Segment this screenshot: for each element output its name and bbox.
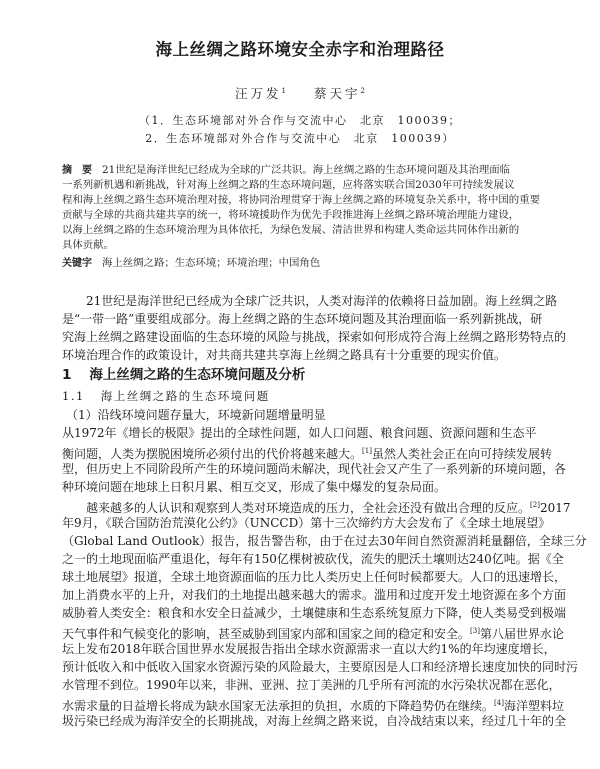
subsection-heading — [62, 388, 270, 404]
section-number: 1 — [62, 367, 72, 383]
section-heading — [62, 363, 305, 383]
subsection-title: 海上丝绸之路的生态环境问题 — [100, 389, 270, 403]
citation: [2] — [530, 501, 540, 509]
body-line: 型，但历史上不同阶段所产生的环境问题尚未解决，现代社会又产生了一系列新的环境问题，各 — [62, 462, 567, 476]
abstract-line: 一系列新机遇和新挑战，针对海上丝绸之路的生态环境问题，应将落实联合国2030年可持续发展议 — [62, 179, 515, 191]
affiliation: （1．生态环境部对外合作与交流中心 北京 100039； — [139, 114, 461, 127]
abstract-line: 贡献与全球的共商共建共享的统一，将环境援助作为优先手段推进海上丝绸之路环境治理能力建设， — [62, 209, 520, 221]
subsection-number: 1.1 — [62, 389, 85, 403]
affiliation: 2．生态环境部对外合作与交流中心 北京 100039） — [145, 132, 455, 145]
keywords-text: 海上丝绸之路；生态环境；环境治理；中国角色 — [102, 257, 321, 269]
body-line: 种环境问题在地球上日积月累、相互交叉，形成了集中爆发的复杂局面。 — [62, 480, 447, 494]
author-sup: 1 — [281, 86, 287, 95]
abstract-label: 摘 要 — [62, 165, 92, 176]
author-line — [0, 84, 600, 102]
body-line: 球土地展望》报道，全球土地资源面临的压力比人类历史上任何时候都要大。人口的迅速增长， — [62, 570, 567, 584]
body-line: 水管理不到位。1990年以来，非洲、亚洲、拉丁美洲的几乎所有河流的水污染状况都在恶化， — [62, 678, 561, 692]
body-line: 环境治理合作的政策设计，对共商共建共享海上丝绸之路具有十分重要的现实价值。 — [62, 348, 507, 362]
abstract-line: 程和海上丝绸之路生态环境治理对接，将协同治理贯穿于海上丝绸之路的环境复杂关系中，将中国的重要 — [62, 194, 540, 206]
body-line: 圾污染已经成为海洋安全的长期挑战，对海上丝绸之路来说，自冷战结束以来，经过几十年的全 — [62, 714, 567, 728]
abstract-text: 21世纪是海洋世纪已经成为全球的广泛共识。海上丝绸之路的生态环境问题及其治理面临 — [102, 164, 511, 176]
body-line: （Global Land Outlook）报告，报告警告称，由于在过去30年间自然资源消耗量翻倍，全球三分 — [62, 534, 587, 548]
body-line: 是“一带一路”重要组成部分。海上丝绸之路的生态环境问题及其治理面临一系列新挑战，研 — [62, 312, 543, 326]
body-line: 加上消费水平的上升，对我们的土地提出越来越大的需求。滥用和过度开发土地资源在多个方面 — [62, 588, 567, 602]
body-line: 威胁着人类安全：粮食和水安全日益减少，土壤健康和生态系统复原力下降，使人类易受到极端 — [62, 606, 567, 620]
subhead-line: （1）沿线环境问题存量大，环境新问题增量明显 — [66, 408, 326, 422]
body-text: 第八届世界水论 — [479, 627, 564, 641]
body-line: 预计低收入和中低收入国家水资源污染的风险最大，主要原因是人口和经济增长速度加快的同时污 — [62, 660, 579, 674]
body-text: 水需求量的日益增长将成为缺水国家无法承担的负担，水质的下降趋势仍在继续。 — [62, 699, 495, 713]
keywords-line — [62, 256, 556, 272]
body-line: 之一的土地现面临严重退化，每年有150亿棵树被砍伐，流失的肥沃土壤则达240亿吨。据《全 — [62, 552, 564, 566]
citation: [3] — [470, 627, 480, 635]
body-line: 年9月，《联合国防治荒漠化公约》（UNCCD）第十三次缔约方大会发布了《全球土地展望》 — [62, 516, 551, 530]
body-text: 天气事件和气候变化的影响，甚至威胁到国家内部和国家之间的稳定和安全。 — [62, 627, 471, 641]
body-line: 究海上丝绸之路建设面临的生态环境的风险与挑战，探索如何形成符合海上丝绸之路形势特点的 — [62, 330, 567, 344]
body-text: 2017 — [539, 501, 571, 515]
abstract-line: 以海上丝绸之路的生态环境治理为具体依托，为绿色发展、清洁世界和构建人类命运共同体作出新的 — [62, 224, 520, 236]
citation: [4] — [494, 699, 504, 707]
keywords-label: 关键字 — [62, 258, 92, 269]
author-sup: 2 — [360, 86, 365, 95]
body-text: 越来越多的人认识和观察到人类对环境造成的压力，全社会还没有做出合理的反应。 — [86, 501, 531, 515]
author-name: 汪万发 — [235, 86, 282, 101]
body-text: 虽然人类社会正在向可持续发展转 — [371, 447, 552, 461]
citation: [1] — [362, 447, 372, 455]
author-name: 蔡天宇 — [313, 86, 361, 101]
body-text: 衡问题，人类为摆脱困境所必须付出的代价将越来越大。 — [62, 447, 363, 461]
section-title: 海上丝绸之路的生态环境问题及分析 — [89, 367, 306, 383]
paper-title: 海上丝绸之路环境安全赤字和治理路径 — [155, 40, 445, 59]
body-line: 21世纪是海洋世纪已经成为全球广泛共识，人类对海洋的依赖将日益加剧。海上丝绸之路 — [86, 294, 558, 308]
body-line: 从1972年《增长的极限》提出的全球性问题，如人口问题、粮食问题、资源问题和生态平 — [62, 426, 537, 440]
abstract-line — [62, 163, 556, 179]
body-line: 坛上发布2018年联合国世界水发展报告指出全球水资源需求一直以大约1%的年均速度增长， — [62, 642, 556, 656]
body-text: 海洋塑料垃 — [503, 699, 564, 713]
abstract-line: 具体贡献。 — [62, 239, 114, 251]
